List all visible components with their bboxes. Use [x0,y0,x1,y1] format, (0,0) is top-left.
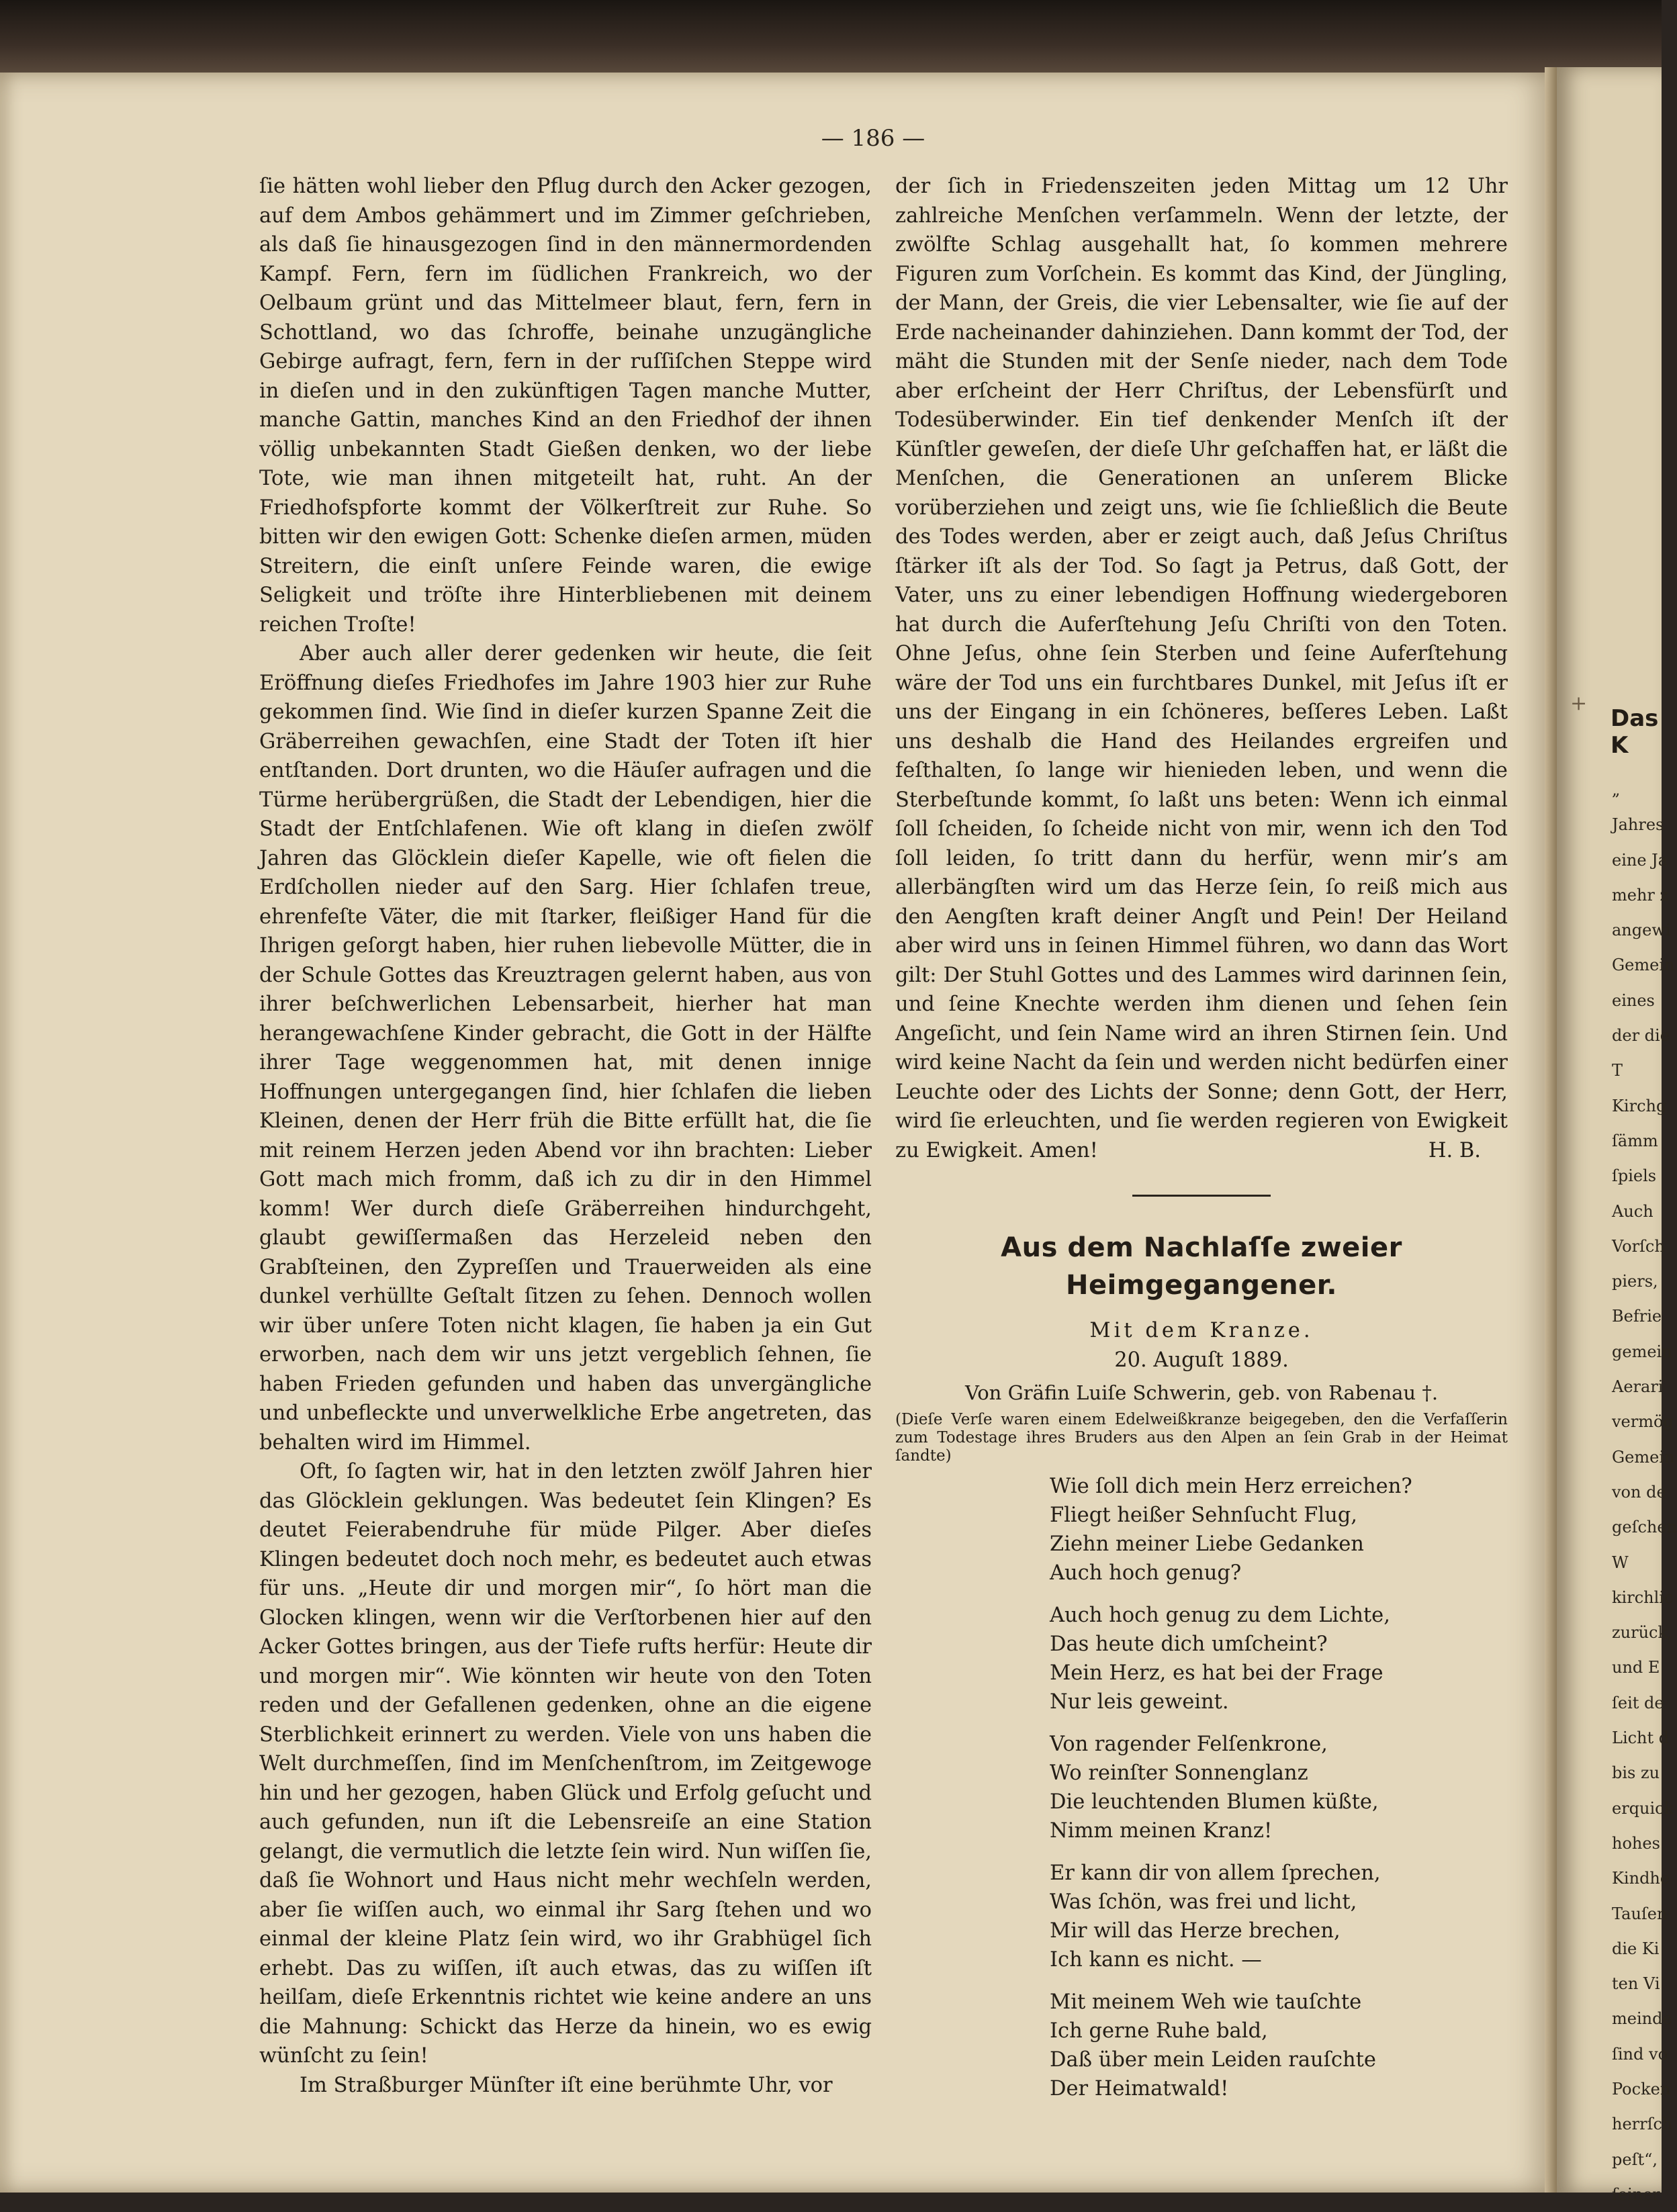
next-page-line: Pocken [1612,2079,1671,2099]
poem-line: Was ſchön, was frei und licht, [1050,1890,1357,1914]
poem-line: Das heute dich umſcheint? [1050,1632,1328,1656]
poem-line: Wo reinſter Sonnenglanz [1050,1761,1308,1785]
poem-stanza [1050,1472,1508,1587]
next-page-line: ſeit de [1612,1693,1664,1712]
next-page-line: Aerari [1612,1377,1664,1397]
next-page-line: Tauſen [1612,1904,1668,1923]
next-page-line: und E [1612,1658,1660,1677]
next-page-line: eines [1612,990,1655,1010]
poem-line: Ich kann es nicht. — [1050,1947,1262,1972]
right-paragraph: der ſich in Friedenszeiten jeden Mittag um 12 Uhr zahlreiche Menſchen verſammeln. Wenn der letzte, der zwölfte Schlag ausgehallt hat, ſo kommen mehrere Figuren zum Vorſchein. Es kommt das Kind, der Jüngling, der Mann, der Greis, die vier Lebensalter, wie ſie auf der Erde nacheinander dahinziehen. Dann kommt der Tod, der mäht die Stunden mit der Senſe nieder, nach dem Tode aber erſcheint der Herr Chriſtus, der Lebensfürſt und Todesüberwinder. Ein tief denkender Menſch iſt der Künſtler geweſen, der dieſe Uhr geſchaffen hat, er läßt die Menſchen, die Generationen an unſerem Blicke vorüberziehen und zeigt uns, wie ſie ſchließlich die Beute des Todes werden, aber er zeigt auch, daß Jeſus Chriſtus ſtärker iſt als der Tod. So ſagt ja Petrus, daß Gott, der Vater, uns zu einer lebendigen Hoffnung wiedergeboren hat durch die Auferſtehung Jeſu Chriſti von den Toten. Ohne Jeſus, ohne ſein Sterben und ſeine Auferſtehung wäre der Tod uns ein furchtbares Dunkel, mit Jeſus iſt er uns der Eingang in ein ſchöneres, beſſeres Leben. Laßt uns deshalb die Hand des Heilandes ergreifen und feſthalten, ſo lange wir hienieden leben, und wenn die Sterbeſtunde kommt, ſo laßt uns beten: Wenn ich einmal ſoll ſcheiden, ſo ſcheide nicht von mir, wenn ich den Tod ſoll leiden, ſo tritt dann du herfür, wenn mir’s am allerbängſten wird um das Herze ſein, ſo reiß mich aus den Aengſten kraft deiner Angſt und Pein! Der Heiland aber wird uns in ſeinen Himmel führen, wo dann das Wort gilt: Der Stuhl Gottes und des Lammes wird darinnen ſein, und ſeine Knechte werden ihm dienen und ſehen ſein Angeſicht, und ſein Name wird an ihren Stirnen ſein. Und wird keine Nacht da ſein und werden nicht bedürfen einer Leuchte oder des Lichts der Sonne; denn Gott, der Herr, wird ſie erleuchten, und ſie werden regieren von Ewigkeit zu Ewigkeit. Amen! [895,175,1508,1162]
next-page-line: W [1612,1553,1629,1572]
next-page-line: bis zu [1612,1763,1660,1783]
next-page-line: hohes [1612,1833,1660,1853]
left-paragraph-4: Im Straßburger Münſter iſt eine berühmte Uhr, vor [300,2073,833,2097]
poem-line: Auch hoch genug? [1050,1561,1242,1585]
next-page-line: Gemein [1612,1447,1675,1467]
crop-mark: + [1570,692,1588,715]
next-page-line: angewi [1612,921,1671,940]
next-page-line: eine Ja [1612,850,1668,870]
poem-stanza [1050,1730,1508,1845]
poem-line: Mit meinem Weh wie tauſchte [1050,1990,1362,2014]
book-edge-top [0,0,1662,75]
article-note: (Dieſe Verſe waren einem Edelweißkranze beigegeben, den die Verfaſſerin zum Todestage ihres Bruders aus den Alpen an ſein Grab in der Heimat ſandte) [895,1410,1508,1465]
poem-line: Nimm meinen Kranz! [1050,1818,1273,1843]
next-page-line: Jahres [1612,815,1664,835]
poem [1050,1472,1508,2103]
next-page-line: mehr z [1612,885,1669,905]
next-page-line: Befrie [1612,1307,1662,1326]
next-page-line: Vorſch [1612,1236,1665,1256]
next-page-line: Kindhe [1612,1869,1670,1888]
left-column [259,172,872,2100]
poem-stanza [1050,1988,1508,2103]
next-page-line: peſt“, [1612,2150,1658,2169]
poem-line: Mir will das Herze brechen, [1050,1919,1341,1943]
next-page-line: Auch [1612,1201,1653,1221]
next-page-line: gemein [1612,1342,1672,1361]
left-paragraph-1: ſie hätten wohl lieber den Pflug durch den Acker gezogen, auf dem Ambos gehämmert und im Zimmer geſchrieben, als daß ſie hinausgezogen ſind in den männermordenden Kampf. Fern, fern im ſüdlichen Frankreich, wo der Oelbaum grünt und das Mittelmeer blaut, fern, fern in Schottland, wo das ſchroffe, beinahe unzugängliche Gebirge aufragt, fern, fern in der ruſſiſchen Steppe wird in dieſen und in den zukünftigen Tagen manche Mutter, manche Gattin, manches Kind an den Friedhof der ihnen völlig unbekannten Stadt Gießen denken, wo der liebe Tote, wie man ihnen mitgeteilt hat, ruht. An der Friedhofspforte kommt der Völkerſtreit zur Ruhe. So bitten wir den ewigen Gott: Schenke dieſen armen, müden Streitern, die einſt unſere Feinde waren, die ewige Seligkeit und tröſte ihre Hinterbliebenen mit deinem reichen Troſte! [259,175,872,637]
next-page-line: ſpiels [1612,1166,1657,1186]
poem-line: Mein Herz, es hat bei der Frage [1050,1661,1384,1685]
article-subtitle: Mit dem Kranze. [1089,1319,1314,1342]
next-page-line: ten Vi [1612,1974,1660,1994]
next-page-line: Licht d [1612,1729,1670,1748]
article-title: Aus dem Nachlaſſe zweier Heimgegangener. [1001,1232,1402,1301]
article-author: Von Gräfin Luiſe Schwerin, geb. von Rabenau †. [964,1381,1439,1404]
section-divider [1132,1195,1271,1197]
poem-stanza [1050,1859,1508,1974]
next-page-line: geſchen [1612,1518,1677,1537]
next-page-line: vermög [1612,1412,1674,1432]
next-page-line: der die [1612,1026,1670,1046]
poem-stanza [1050,1601,1508,1716]
left-paragraph-3: Oft, ſo ſagten wir, hat in den letzten zwölf Jahren hier das Glöcklein geklungen. Was bedeutet ſein Klingen? Es deutet Feierabendruhe für müde Pilger. Aber dieſes Klingen bedeutet doch noch mehr, es bedeutet auch etwas für uns. „Heute dir und morgen mir“, ſo hört man die Glocken klingen, wenn wir die Verſtorbenen hier auf den Acker Gottes bringen, aus der Tiefe rufts herfür: Heute dir und morgen mir“. Wie könnten wir heute von den Toten reden und der Gefallenen gedenken, ohne an die eigene Sterblichkeit erinnert zu werden. Viele von uns haben die Welt durchmeſſen, ſind im Menſchenſtrom, im Zeitgewoge hin und her gezogen, haben Glück und Erfolg geſucht und auch gefunden, nun iſt die Lebensreiſe an eine Station gelangt, die vermutlich die letzte ſein wird. Nun wiſſen ſie, daß ſie Wohnort und Haus nicht mehr wechſeln werden, aber ſie wiſſen auch, wo einmal ihr Sarg ſtehen und wo einmal der kleine Platz ſein wird, wo ihr Grabhügel ſich erhebt. Das zu wiſſen, iſt auch etwas, das zu wiſſen iſt heilſam, dieſe Erkenntnis richtet wie keine andere an uns die Mahnung: Schickt das Herze da hinein, wo es ewig wünſcht zu ſein! [259,1460,872,2068]
next-page-line: „ [1612,780,1621,799]
next-page-line: ſämm [1612,1131,1658,1150]
poem-line: Daß über mein Leiden rauſchte [1050,2047,1376,2072]
left-paragraph-2: Aber auch aller derer gedenken wir heute, die ſeit Eröffnung dieſes Friedhofes im Jahre 1903 hier zur Ruhe gekommen ſind. Wie ſind in dieſer kurzen Spanne Zeit die Gräberreihen gewachſen, eine Stadt der Toten iſt hier entſtanden. Dort drunten, wo die Häuſer aufragen und die Türme herübergrüßen, die Stadt der Lebendigen, hier die Stadt der Entſchlafenen. Wie oft klang in dieſen zwölf Jahren das Glöcklein dieſer Kapelle, wie oft fielen die Erdſchollen nieder auf den Sarg. Hier ſchlafen treue, ehrenfeſte Väter, die mit ſtarker, fleißiger Hand für die Ihrigen geſorgt haben, hier ruhen liebevolle Mütter, die in der Schule Gottes das Kreuztragen gelernt haben, aus von ihrer beſchwerlichen Lebensarbeit, hierher hat man herangewachſene Kinder gebracht, die Gott in der Hälfte ihrer Tage weggenommen hat, mit denen innige Hoffnungen untergegangen ſind, hier ſchlafen die lieben Kleinen, denen der Herr früh die Bitte erfüllt hat, die ſie mit reinem Herzen jeden Abend vor ihn brachten: Lieber Gott mach mich fromm, daß ich zu dir in den Himmel komm! Wer durch dieſe Gräberreihen hindurchgeht, glaubt gewiſſermaßen das Herzeleid neben den Grabſteinen, den Zypreſſen und Trauerweiden als eine dunkel verhüllte Geſtalt ſitzen zu ſehen. Dennoch wollen wir über unſere Toten nicht klagen, ſie haben ja ein Gut erworben, nach dem wir uns jetzt vergeblich ſehnen, ſie haben Frieden gefunden und haben das unvergängliche und unbefleckte und unverwelkliche Erbe angetreten, das behalten wird im Himmel. [259,642,872,1455]
next-page-line: von de [1612,1482,1666,1502]
next-page-line: Gemein [1612,956,1675,975]
next-page-line: Kirchg [1612,1096,1667,1115]
poem-line: Fliegt heißer Sehnſucht Flug, [1050,1503,1357,1527]
poem-line: Ich gerne Ruhe bald, [1050,2019,1268,2043]
next-page-text [1612,772,1677,2212]
next-page-line: kirchlic [1612,1587,1674,1607]
page-number: — 186 — [821,125,925,152]
next-page-line: piers, [1612,1272,1658,1291]
next-page-line: ſind vo [1612,2044,1668,2064]
next-page-line: erquick [1612,1798,1674,1818]
next-page-line: meinde [1612,2009,1672,2029]
article-date: 20. Auguſt 1889. [1114,1348,1289,1372]
poem-line: Er kann dir von allem ſprechen, [1050,1861,1381,1885]
poem-line: Von ragender Felſenkrone, [1050,1732,1328,1756]
poem-line: Auch hoch genug zu dem Lichte, [1050,1603,1390,1627]
next-page-line: T [1612,1061,1623,1080]
next-page-line: herrſch [1612,2115,1673,2134]
poem-line: Ziehn meiner Liebe Gedanken [1050,1532,1364,1556]
next-page-line: zurück, [1612,1623,1673,1643]
poem-line: Nur leis geweint. [1050,1690,1229,1714]
right-column [895,172,1508,2117]
next-page-line: die Ki [1612,1939,1660,1958]
next-page-heading: Das K [1611,705,1659,759]
poem-line: Die leuchtenden Blumen küßte, [1050,1790,1379,1814]
next-page-line: ſeiner [1612,2184,1660,2204]
poem-line: Der Heimatwald! [1050,2076,1229,2101]
signature: H. B. [1428,1138,1481,1162]
poem-line: Wie ſoll dich mein Herz erreichen? [1050,1474,1412,1498]
